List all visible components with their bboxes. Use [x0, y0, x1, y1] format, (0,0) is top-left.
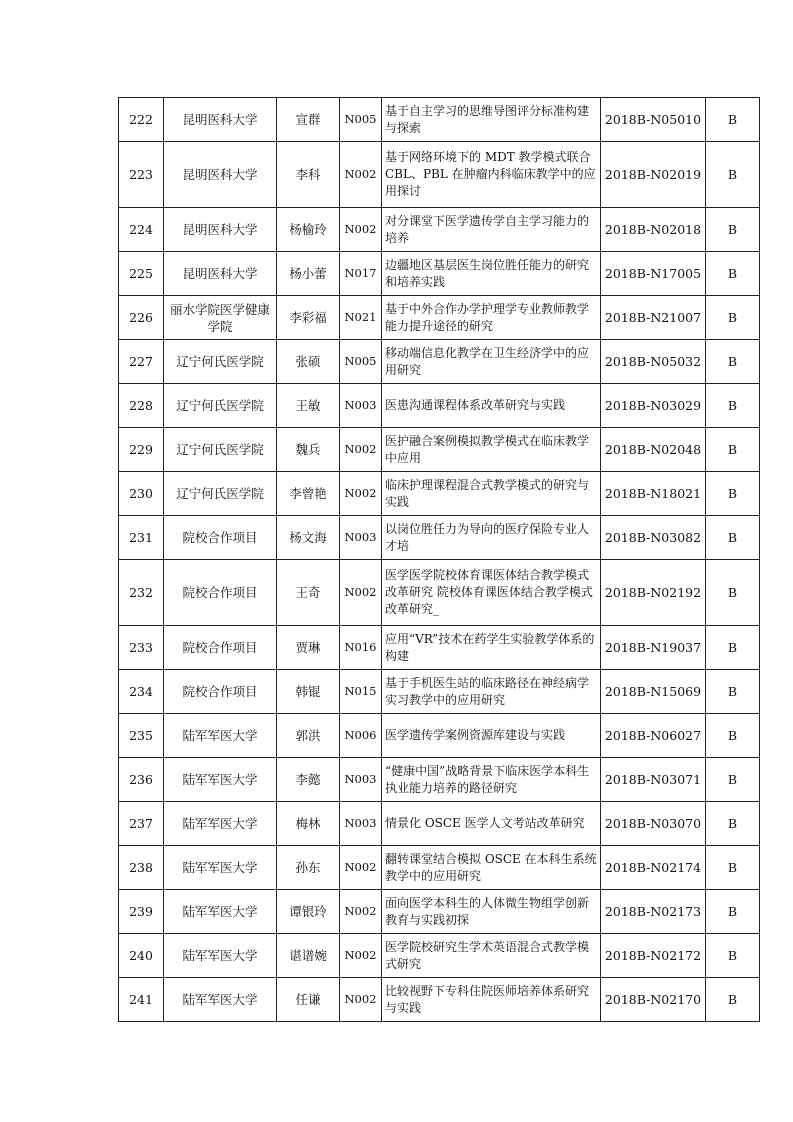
person-name-cell: 杨榆玲 — [277, 208, 340, 252]
table-body — [119, 98, 760, 1022]
project-title-cell: 基于自主学习的思维导图评分标准构建与探索 — [382, 98, 601, 142]
grade-cell: B — [706, 296, 760, 340]
institution-cell: 辽宁何氏医学院 — [164, 428, 277, 472]
row-number-cell: 233 — [119, 626, 164, 670]
project-title-cell: 面向医学本科生的人体微生物组学创新教育与实践初探 — [382, 890, 601, 934]
category-code-cell: N003 — [340, 758, 382, 802]
category-code-cell: N017 — [340, 252, 382, 296]
grade-cell: B — [706, 626, 760, 670]
institution-cell: 辽宁何氏医学院 — [164, 340, 277, 384]
institution-cell: 陆军军医大学 — [164, 846, 277, 890]
table-row — [119, 384, 760, 428]
project-title-cell: 翻转课堂结合模拟 OSCE 在本科生系统教学中的应用研究 — [382, 846, 601, 890]
grade-cell: B — [706, 670, 760, 714]
project-title-cell: 对分课堂下医学遗传学自主学习能力的培养 — [382, 208, 601, 252]
table-row — [119, 296, 760, 340]
institution-cell: 陆军军医大学 — [164, 758, 277, 802]
table-row — [119, 802, 760, 846]
category-code-cell: N002 — [340, 890, 382, 934]
institution-cell: 陆军军医大学 — [164, 978, 277, 1022]
grade-cell: B — [706, 934, 760, 978]
institution-cell: 院校合作项目 — [164, 670, 277, 714]
table-row — [119, 142, 760, 208]
row-number-cell: 226 — [119, 296, 164, 340]
row-number-cell: 223 — [119, 142, 164, 208]
row-number-cell: 222 — [119, 98, 164, 142]
grade-cell: B — [706, 142, 760, 208]
project-id-cell: 2018B-N03070 — [601, 802, 706, 846]
category-code-cell: N003 — [340, 516, 382, 560]
project-id-cell: 2018B-N05010 — [601, 98, 706, 142]
project-id-cell: 2018B-N02192 — [601, 560, 706, 626]
project-title-cell: 边疆地区基层医生岗位胜任能力的研究和培养实践 — [382, 252, 601, 296]
project-title-cell: 医患沟通课程体系改革研究与实践 — [382, 384, 601, 428]
person-name-cell: 贾琳 — [277, 626, 340, 670]
row-number-cell: 232 — [119, 560, 164, 626]
category-code-cell: N002 — [340, 428, 382, 472]
category-code-cell: N002 — [340, 560, 382, 626]
category-code-cell: N002 — [340, 208, 382, 252]
row-number-cell: 237 — [119, 802, 164, 846]
table-row — [119, 472, 760, 516]
row-number-cell: 229 — [119, 428, 164, 472]
project-id-cell: 2018B-N18021 — [601, 472, 706, 516]
grade-cell: B — [706, 252, 760, 296]
project-id-cell: 2018B-N03029 — [601, 384, 706, 428]
institution-cell: 昆明医科大学 — [164, 98, 277, 142]
project-table — [118, 97, 760, 1022]
project-title-cell: “健康中国”战略背景下临床医学本科生执业能力培养的路径研究 — [382, 758, 601, 802]
table-row — [119, 98, 760, 142]
project-title-cell: 应用“VR”技术在药学生实验教学体系的构建 — [382, 626, 601, 670]
row-number-cell: 230 — [119, 472, 164, 516]
project-title-cell: 临床护理课程混合式教学模式的研究与实践 — [382, 472, 601, 516]
institution-cell: 昆明医科大学 — [164, 208, 277, 252]
table-row — [119, 714, 760, 758]
person-name-cell: 谭银玲 — [277, 890, 340, 934]
table-row — [119, 758, 760, 802]
grade-cell: B — [706, 890, 760, 934]
person-name-cell: 王敏 — [277, 384, 340, 428]
person-name-cell: 魏兵 — [277, 428, 340, 472]
institution-cell: 院校合作项目 — [164, 516, 277, 560]
category-code-cell: N003 — [340, 802, 382, 846]
institution-cell: 陆军军医大学 — [164, 802, 277, 846]
person-name-cell: 孙东 — [277, 846, 340, 890]
project-id-cell: 2018B-N05032 — [601, 340, 706, 384]
project-title-cell: 移动端信息化教学在卫生经济学中的应用研究 — [382, 340, 601, 384]
project-title-cell: 医学遗传学案例资源库建设与实践 — [382, 714, 601, 758]
project-title-cell: 情景化 OSCE 医学人文考站改革研究 — [382, 802, 601, 846]
category-code-cell: N002 — [340, 978, 382, 1022]
institution-cell: 昆明医科大学 — [164, 142, 277, 208]
grade-cell: B — [706, 428, 760, 472]
person-name-cell: 李彩福 — [277, 296, 340, 340]
row-number-cell: 225 — [119, 252, 164, 296]
person-name-cell: 宣群 — [277, 98, 340, 142]
table-row — [119, 252, 760, 296]
institution-cell: 辽宁何氏医学院 — [164, 472, 277, 516]
grade-cell: B — [706, 384, 760, 428]
grade-cell: B — [706, 714, 760, 758]
institution-cell: 昆明医科大学 — [164, 252, 277, 296]
person-name-cell: 梅林 — [277, 802, 340, 846]
person-name-cell: 韩锟 — [277, 670, 340, 714]
grade-cell: B — [706, 208, 760, 252]
person-name-cell: 李懿 — [277, 758, 340, 802]
person-name-cell: 谌谱婉 — [277, 934, 340, 978]
table-row — [119, 428, 760, 472]
grade-cell: B — [706, 978, 760, 1022]
grade-cell: B — [706, 758, 760, 802]
category-code-cell: N005 — [340, 98, 382, 142]
person-name-cell: 王奇 — [277, 560, 340, 626]
row-number-cell: 238 — [119, 846, 164, 890]
row-number-cell: 224 — [119, 208, 164, 252]
row-number-cell: 235 — [119, 714, 164, 758]
person-name-cell: 任谦 — [277, 978, 340, 1022]
institution-cell: 陆军军医大学 — [164, 890, 277, 934]
category-code-cell: N005 — [340, 340, 382, 384]
project-id-cell: 2018B-N15069 — [601, 670, 706, 714]
grade-cell: B — [706, 846, 760, 890]
table-row — [119, 890, 760, 934]
project-title-cell: 比较视野下专科住院医师培养体系研究与实践 — [382, 978, 601, 1022]
table-row — [119, 978, 760, 1022]
table-row — [119, 670, 760, 714]
grade-cell: B — [706, 472, 760, 516]
row-number-cell: 236 — [119, 758, 164, 802]
project-id-cell: 2018B-N21007 — [601, 296, 706, 340]
institution-cell: 辽宁何氏医学院 — [164, 384, 277, 428]
person-name-cell: 杨小蕾 — [277, 252, 340, 296]
person-name-cell: 张硕 — [277, 340, 340, 384]
project-id-cell: 2018B-N06027 — [601, 714, 706, 758]
institution-cell: 陆军军医大学 — [164, 714, 277, 758]
row-number-cell: 231 — [119, 516, 164, 560]
person-name-cell: 李曾艳 — [277, 472, 340, 516]
category-code-cell: N003 — [340, 384, 382, 428]
table-row — [119, 934, 760, 978]
project-id-cell: 2018B-N02048 — [601, 428, 706, 472]
category-code-cell: N016 — [340, 626, 382, 670]
project-title-cell: 以岗位胜任力为导向的医疗保险专业人才培 — [382, 516, 601, 560]
category-code-cell: N015 — [340, 670, 382, 714]
table-row — [119, 626, 760, 670]
category-code-cell: N002 — [340, 846, 382, 890]
grade-cell: B — [706, 802, 760, 846]
category-code-cell: N002 — [340, 472, 382, 516]
category-code-cell: N021 — [340, 296, 382, 340]
project-id-cell: 2018B-N03071 — [601, 758, 706, 802]
row-number-cell: 239 — [119, 890, 164, 934]
project-id-cell: 2018B-N02170 — [601, 978, 706, 1022]
institution-cell: 院校合作项目 — [164, 626, 277, 670]
institution-cell: 院校合作项目 — [164, 560, 277, 626]
project-id-cell: 2018B-N02174 — [601, 846, 706, 890]
table-row — [119, 340, 760, 384]
institution-cell: 丽水学院医学健康学院 — [164, 296, 277, 340]
table-row — [119, 208, 760, 252]
project-title-cell: 基于网络环境下的 MDT 教学模式联合 CBL、PBL 在肿瘤内科临床教学中的应用探讨 — [382, 142, 601, 208]
table-row — [119, 516, 760, 560]
row-number-cell: 241 — [119, 978, 164, 1022]
category-code-cell: N002 — [340, 934, 382, 978]
person-name-cell: 李科 — [277, 142, 340, 208]
project-id-cell: 2018B-N02173 — [601, 890, 706, 934]
row-number-cell: 240 — [119, 934, 164, 978]
project-id-cell: 2018B-N17005 — [601, 252, 706, 296]
project-title-cell: 基于中外合作办学护理学专业教师教学能力提升途径的研究 — [382, 296, 601, 340]
project-id-cell: 2018B-N02019 — [601, 142, 706, 208]
grade-cell: B — [706, 516, 760, 560]
project-id-cell: 2018B-N02172 — [601, 934, 706, 978]
category-code-cell: N002 — [340, 142, 382, 208]
project-title-cell: 基于手机医生站的临床路径在神经病学实习教学中的应用研究 — [382, 670, 601, 714]
row-number-cell: 228 — [119, 384, 164, 428]
table-row — [119, 560, 760, 626]
grade-cell: B — [706, 560, 760, 626]
grade-cell: B — [706, 340, 760, 384]
category-code-cell: N006 — [340, 714, 382, 758]
table-row — [119, 846, 760, 890]
row-number-cell: 234 — [119, 670, 164, 714]
row-number-cell: 227 — [119, 340, 164, 384]
grade-cell: B — [706, 98, 760, 142]
project-id-cell: 2018B-N02018 — [601, 208, 706, 252]
person-name-cell: 杨文海 — [277, 516, 340, 560]
project-title-cell: 医学院校研究生学术英语混合式教学模式研究 — [382, 934, 601, 978]
person-name-cell: 郭洪 — [277, 714, 340, 758]
project-id-cell: 2018B-N03082 — [601, 516, 706, 560]
project-id-cell: 2018B-N19037 — [601, 626, 706, 670]
institution-cell: 陆军军医大学 — [164, 934, 277, 978]
project-title-cell: 医学医学院校体育课医体结合教学模式改革研究 院校体育课医体结合教学模式改革研究_ — [382, 560, 601, 626]
project-title-cell: 医护融合案例模拟教学模式在临床教学中应用 — [382, 428, 601, 472]
